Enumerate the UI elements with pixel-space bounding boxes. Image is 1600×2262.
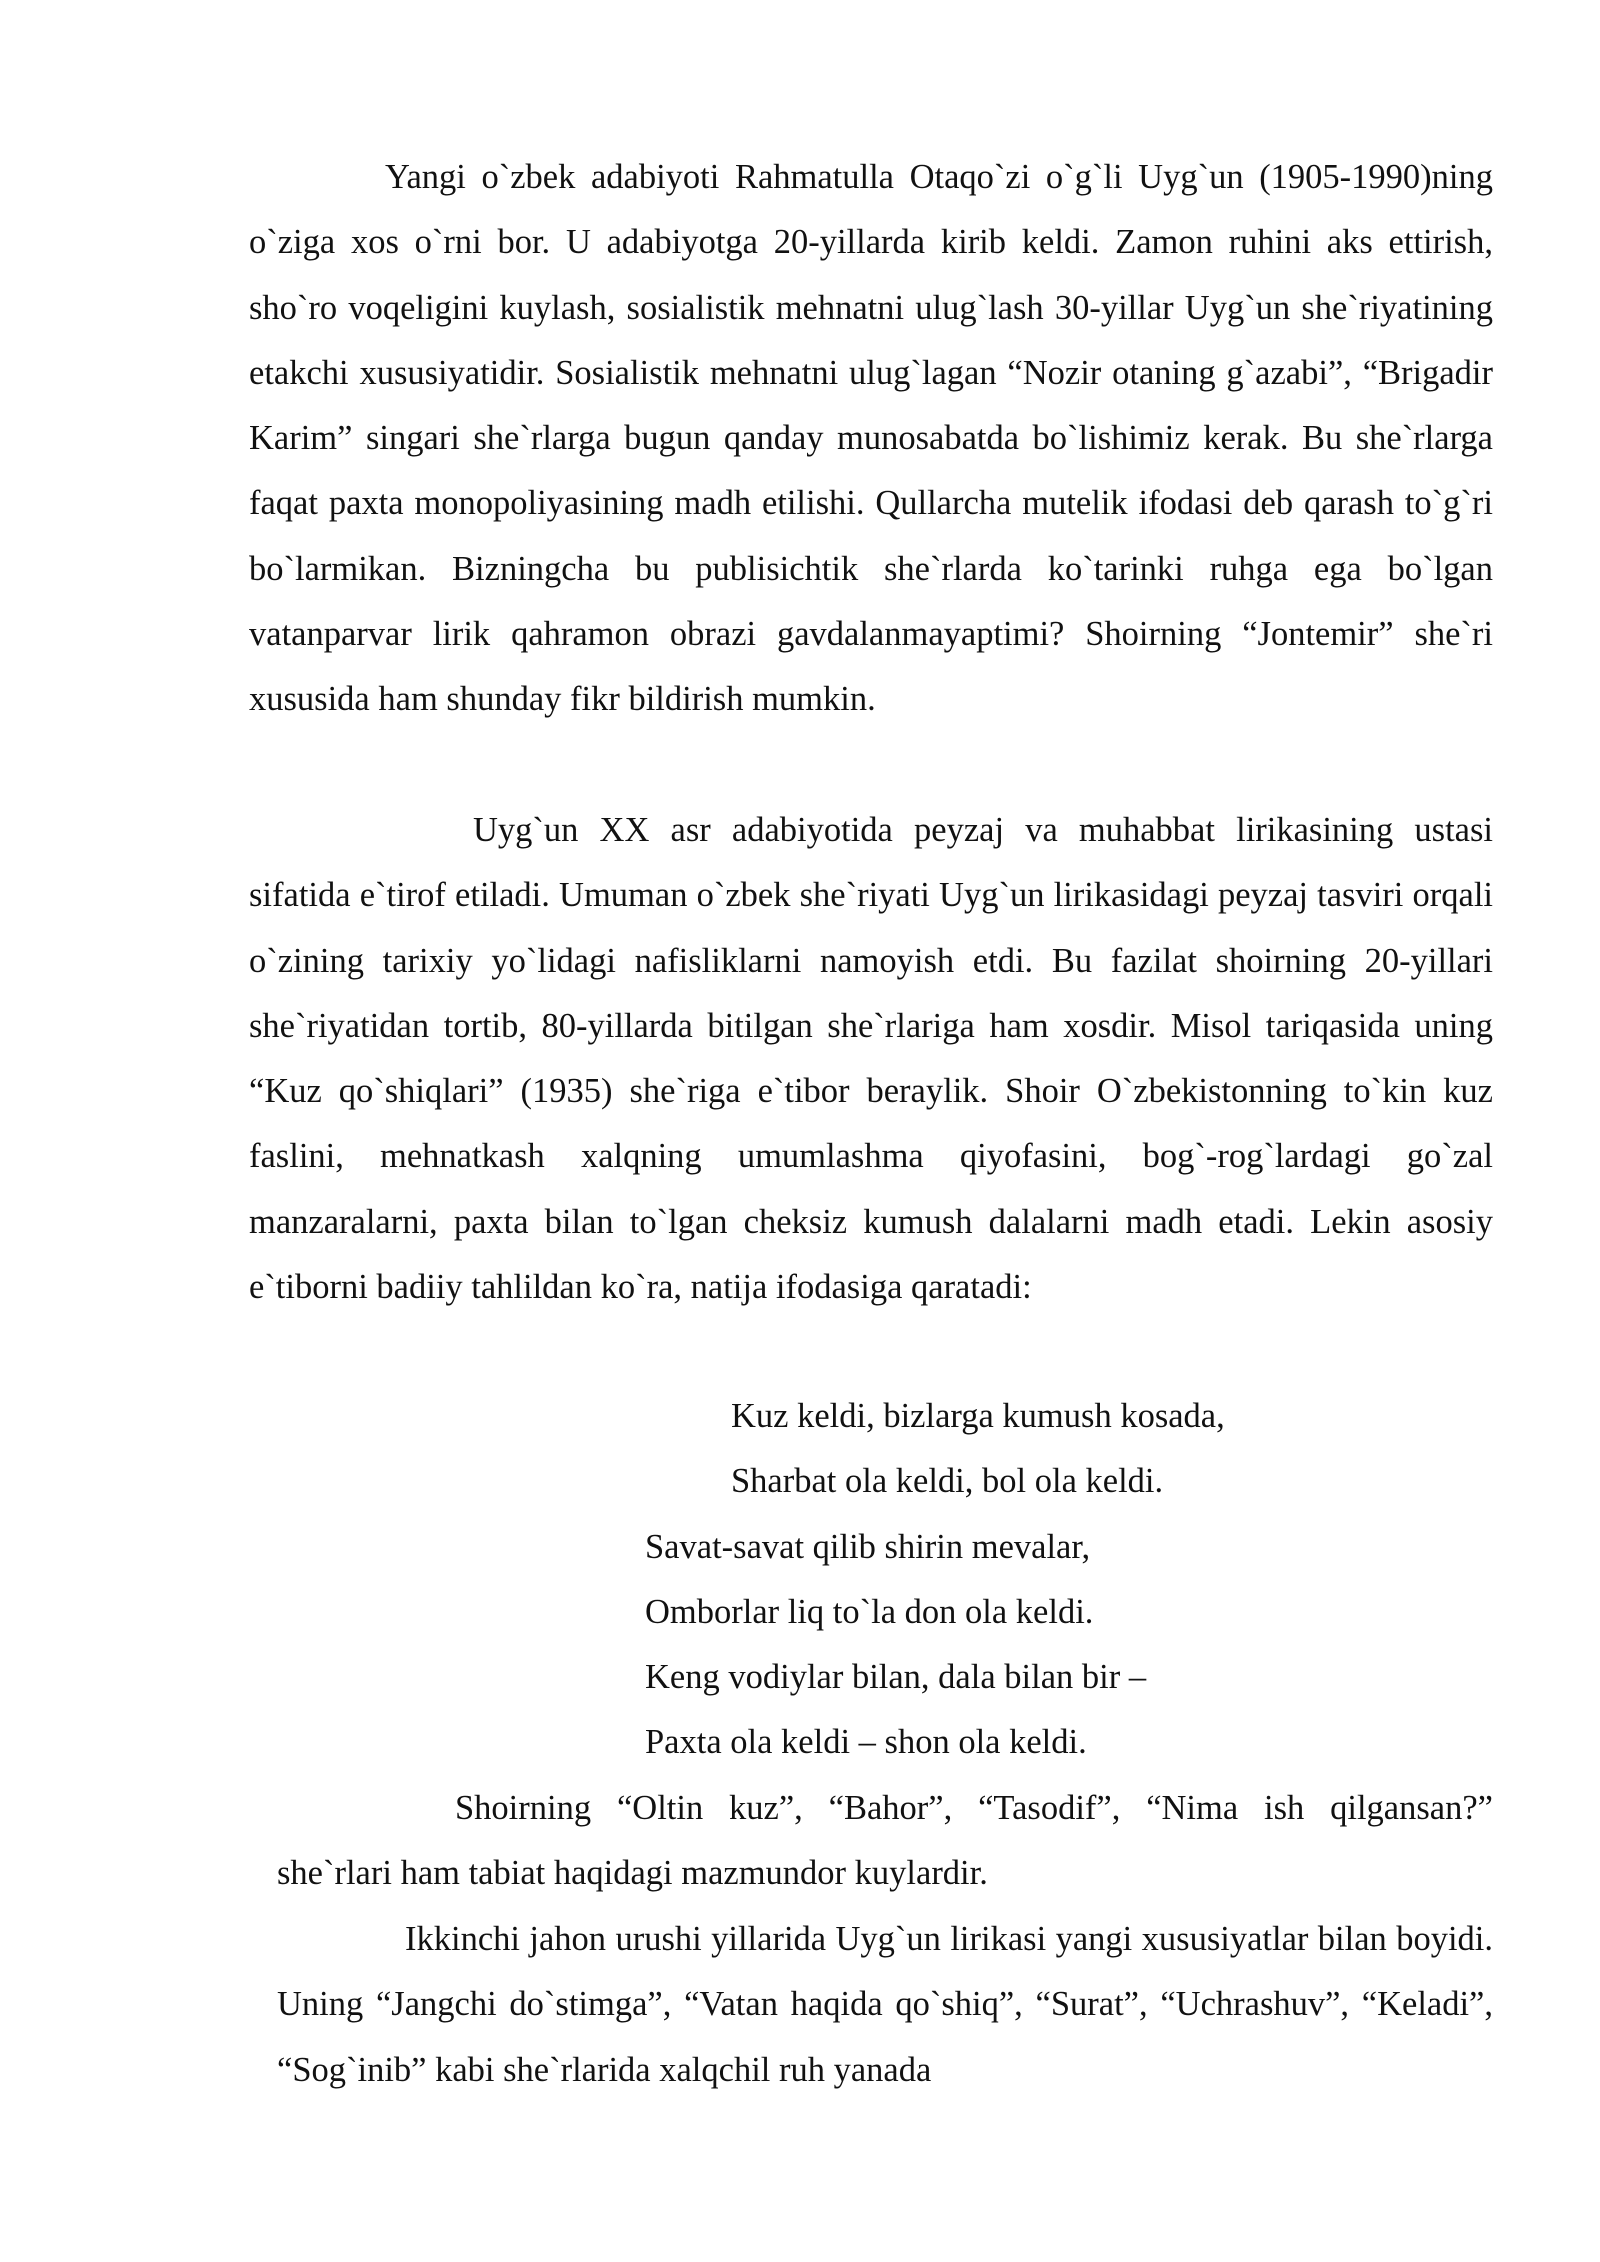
poem-line: Keng vodiylar bilan, dala bilan bir – (645, 1658, 1147, 1697)
paragraph-war-years: Ikkinchi jahon urushi yillarida Uyg`un lirikasi yangi xususiyatlar bilan boyidi. Uning “Jangchi do`stimga”, “Vatan haqida qo`shiq”, “Surat”, “Uchrashuv”, “Keladi”, “Sog`inib” kabi she`rlarida xalqchil ruh yanada (277, 1920, 1493, 2089)
poem-line: Omborlar liq to`la don ola keldi. (645, 1592, 1094, 1631)
poem-line: Kuz keldi, bizlarga kumush kosada, (731, 1397, 1225, 1435)
paragraph-nature-poems: Shoirning “Oltin kuz”, “Bahor”, “Tasodif”, “Nima ish qilgansan?” she`rlari ham tabiat haqidagi mazmundor kuylardir. (277, 1789, 1493, 1893)
poem-line: Sharbat ola keldi, bol ola keldi. (731, 1462, 1164, 1501)
paragraph-uygun-landscape-lyrics: Uyg`un XX asr adabiyotida peyzaj va muhabbat lirikasining ustasi sifatida e`tirof etiladi. Umuman o`zbek she`riyati Uyg`un lirikasidagi peyzaj tasviri orqali o`zining tarixiy yo`lidagi nafisliklarni namoyish etdi. Bu fazilat shoirning 20-yillari she`riyatidan tortib, 80-yillarda bitilgan she`rlariga ham xosdir. Misol tariqasida uning “Kuz qo`shiqlari” (1935) she`riga e`tibor beraylik. Shoir O`zbekistonning to`kin kuz faslini, mehnatkash xalqning umumlashma qiyofasini, bog`-rog`lardagi go`zal manzaralarni, paxta bilan to`lgan cheksiz kumush dalalarni madh etadi. Lekin asosiy e`tiborni badiiy tahlildan ko`ra, natija ifodasiga qaratadi: (249, 811, 1493, 1307)
poem-excerpt (0, 1384, 1600, 1776)
poem-line: Paxta ola keldi – shon ola keldi. (645, 1723, 1087, 1762)
poem-line: Savat-savat qilib shirin mevalar, (645, 1527, 1091, 1566)
paragraph-uygun-intro: Yangi o`zbek adabiyoti Rahmatulla Otaqo`zi o`g`li Uyg`un (1905-1990)ning o`ziga xos o`rni bor. U adabiyotga 20-yillarda kirib keldi. Zamon ruhini aks ettirish, sho`ro voqeligini kuylash, sosialistik mehnatni ulug`lash 30-yillar Uyg`un she`riyatining etakchi xususiyatidir. Sosialistik mehnatni ulug`lagan “Nozir otaning g`azabi”, “Brigadir Karim” singari she`rlarga bugun qanday munosabatda bo`lishimiz kerak. Bu she`rlarga faqat paxta monopoliyasining madh etilishi. Qullarcha mutelik ifodasi deb qarash to`g`ri bo`larmikan. Bizningcha bu publisichtik she`rlarda ko`tarinki ruhga ega bo`lgan vatanparvar lirik qahramon obrazi gavdalanmayaptimi? Shoirning “Jontemir” she`ri xususida ham shunday fikr bildirish mumkin. (249, 158, 1493, 719)
